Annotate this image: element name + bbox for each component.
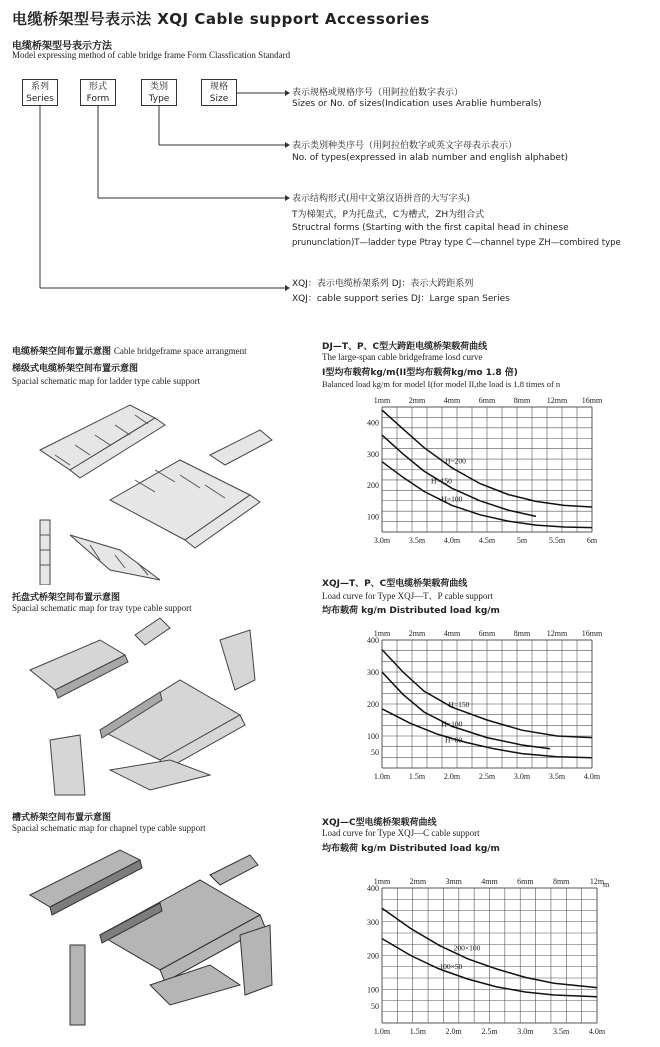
chart2-line3: 均布载荷 kg/m Distributed load kg/m xyxy=(322,606,500,616)
form-box-en: Form xyxy=(86,94,110,104)
chart1-title-cn: DJ—T、P、C型大跨距电缆桥架载荷曲线 xyxy=(322,342,488,352)
top-tick-label: 12mm xyxy=(546,629,568,638)
x-tick-label: 1.5m xyxy=(409,1027,426,1036)
size-box-en: Size xyxy=(209,94,229,104)
ladder-heading-cn: 梯级式电缆桥架空间布置示意图 xyxy=(12,364,139,374)
series-label-1: H=150 xyxy=(431,476,452,486)
chart3-title-en: Load curve for Type XQJ—C cable support xyxy=(322,828,480,838)
series-label-0: 200×100 xyxy=(453,943,481,953)
series-desc-en: XQJ：cable support series DJ：Large span Series xyxy=(292,294,510,304)
type-box-cn: 类别 xyxy=(149,82,168,92)
y-tick-label: 300 xyxy=(367,917,379,927)
x-tick-label: 4.0m xyxy=(443,536,461,545)
top-tick-label: 16mm xyxy=(581,629,603,638)
x-tick-label: 6m xyxy=(586,536,598,545)
channel-heading-cn: 槽式桥架空间布置示意图 xyxy=(12,813,112,823)
model-heading-cn: 电缆桥架型号表示方法 xyxy=(12,41,112,52)
tray-heading-cn: 托盘式桥架空间布置示意图 xyxy=(12,593,121,603)
series-label-1: 100×50 xyxy=(439,962,463,971)
top-tick-label: 1mm xyxy=(373,877,391,886)
space-heading xyxy=(12,344,247,357)
y-tick-label: 100 xyxy=(367,985,379,995)
y-tick-label: 200 xyxy=(367,700,379,709)
x-tick-label: 3.5m xyxy=(408,536,426,545)
series-label-2: H=100 xyxy=(441,494,463,504)
chart3-title-cn: XQJ—C型电缆桥架载荷曲线 xyxy=(322,818,437,828)
x-tick-label: 4.0m xyxy=(588,1027,606,1036)
chart1 xyxy=(360,395,610,545)
series-line-1 xyxy=(382,672,550,749)
form-desc-cn2: T为梯架式，P为托盘式，C为槽式，ZH为组合式 xyxy=(292,210,485,220)
space-heading-cn: 电缆桥架空间布置示意图 xyxy=(12,347,112,357)
top-tick-label: 12mm xyxy=(546,396,568,405)
chart1-line4: Balanced load kg/m for model I(for model II,the load is 1.8 times of n xyxy=(322,379,561,389)
x-tick-label: 2.0m xyxy=(445,1027,462,1036)
top-tick-label: 1mm xyxy=(373,629,391,638)
chart2-title-en: Load curve for Type XQJ—T、P cable support xyxy=(322,591,493,601)
x-tick-label: 1.0m xyxy=(373,1027,391,1036)
type-box-en: Type xyxy=(148,94,170,104)
x-tick-label: 2.0m xyxy=(443,772,461,781)
top-tick-label: 2mm xyxy=(408,396,426,405)
top-tick-label: 4mm xyxy=(443,629,461,638)
y-tick-label: 400 xyxy=(367,636,379,645)
series-box-en: Series xyxy=(26,94,54,104)
tray-heading-en: Spacial schematic map for tray type cable support xyxy=(12,603,192,613)
top-tick-label: 6mm xyxy=(478,396,496,405)
x-tick-label: 1.0m xyxy=(373,772,391,781)
form-desc-en2: prununclation)T—ladder type Ptray type C—channel type ZH—combired type xyxy=(292,238,621,248)
series-line-1 xyxy=(382,435,536,516)
top-tick-label: 3mm xyxy=(445,877,462,886)
y-tick-label: 400 xyxy=(367,418,379,428)
channel-illustration xyxy=(10,835,280,1035)
top-tick-label: 1mm xyxy=(373,396,391,405)
x-tick-label: 2.5m xyxy=(478,772,496,781)
form-desc-cn1: 表示结构形式(用中文第汉语拼音的大写字头) xyxy=(292,194,471,204)
ladder-tray-illustration xyxy=(10,400,280,585)
type-desc-en: No. of types(expressed in alab number and english alphabet) xyxy=(292,153,568,163)
page-title: 电缆桥架型号表示法 XQJ Cable support Accessories xyxy=(12,10,430,28)
chart1-line3: I型均布载荷kg/m(II型均布载荷kg/mo 1.8 倍) xyxy=(322,368,518,378)
top-tick-label: 2mm xyxy=(408,629,426,638)
top-tick-label: 4mm xyxy=(481,877,498,886)
x-tick-label: 3.0m xyxy=(517,1027,534,1036)
channel-heading-en: Spacial schematic map for chapnel type cable support xyxy=(12,823,206,833)
series-box-cn: 系列 xyxy=(30,82,49,92)
x-tick-label: 4.5m xyxy=(478,536,496,545)
x-tick-label: 3.0m xyxy=(373,536,391,545)
y-tick-label: 400 xyxy=(367,884,379,893)
x-tick-label: 5m xyxy=(516,536,528,545)
top-extra-label: m xyxy=(603,880,610,889)
chart3-line3: 均布载荷 kg/m Distributed load kg/m xyxy=(322,844,500,854)
chart3 xyxy=(360,872,615,1037)
x-tick-label: 2.5m xyxy=(481,1027,498,1036)
x-tick-label: 3.0m xyxy=(513,772,531,781)
x-tick-label: 5.5m xyxy=(548,536,566,545)
x-tick-label: 3.5m xyxy=(553,1027,570,1036)
top-tick-label: 12m xyxy=(589,877,605,886)
form-box-cn: 形式 xyxy=(88,82,107,92)
top-tick-label: 8mm xyxy=(552,877,570,886)
chart2-title-cn: XQJ—T、P、C型电缆桥架载荷曲线 xyxy=(322,579,468,589)
y-tick-label: 50 xyxy=(371,748,379,757)
series-label-2: H=60 xyxy=(445,735,463,745)
space-heading-en: Cable bridgeframe space arrangment xyxy=(113,346,247,356)
top-tick-label: 8mm xyxy=(513,396,531,405)
top-tick-label: 8mm xyxy=(513,629,531,638)
top-tick-label: 6mm xyxy=(517,877,534,886)
y-tick-label: 300 xyxy=(367,668,379,677)
y-tick-label: 300 xyxy=(367,449,379,459)
chart1-title-en: The large-span cable bridgeframe losd curve xyxy=(322,352,483,362)
y-tick-label: 100 xyxy=(367,512,379,522)
x-tick-label: 4.0m xyxy=(583,772,601,781)
series-label-0: H=150 xyxy=(448,700,470,710)
series-label-0: H=200 xyxy=(445,456,466,466)
series-label-1: H=100 xyxy=(441,719,463,729)
size-desc-cn: 表示规格或规格序号（用阿拉伯数字表示） xyxy=(292,88,464,98)
y-tick-label: 100 xyxy=(367,732,379,741)
size-box-cn: 规格 xyxy=(209,82,228,92)
tray-illustration xyxy=(10,610,280,800)
type-desc-cn: 表示类别种类序号（用阿拉伯数字或英文字母表示表示） xyxy=(292,141,518,151)
y-tick-label: 200 xyxy=(367,481,379,491)
chart2 xyxy=(360,628,610,783)
top-tick-label: 2mm xyxy=(409,877,427,886)
x-tick-label: 3.5m xyxy=(548,772,566,781)
ladder-heading-en: Spacial schematic map for ladder type cable support xyxy=(12,376,201,386)
form-desc-en1: Structral forms (Starting with the first capital head in chinese xyxy=(292,223,569,233)
y-tick-label: 200 xyxy=(367,951,379,961)
model-heading-en: Model expressing method of cable bridge frame Form Classfication Standard xyxy=(12,50,291,60)
top-tick-label: 16mm xyxy=(581,396,603,405)
top-tick-label: 4mm xyxy=(443,396,461,405)
top-tick-label: 6mm xyxy=(478,629,496,638)
y-tick-label: 50 xyxy=(371,1002,379,1012)
size-desc-en: Sizes or No. of sizes(Indication uses Arablie humberals) xyxy=(292,99,542,109)
series-desc-cn: XQJ：表示电缆桥架系列 DJ：表示大跨距系列 xyxy=(292,279,474,289)
x-tick-label: 1.5m xyxy=(408,772,426,781)
